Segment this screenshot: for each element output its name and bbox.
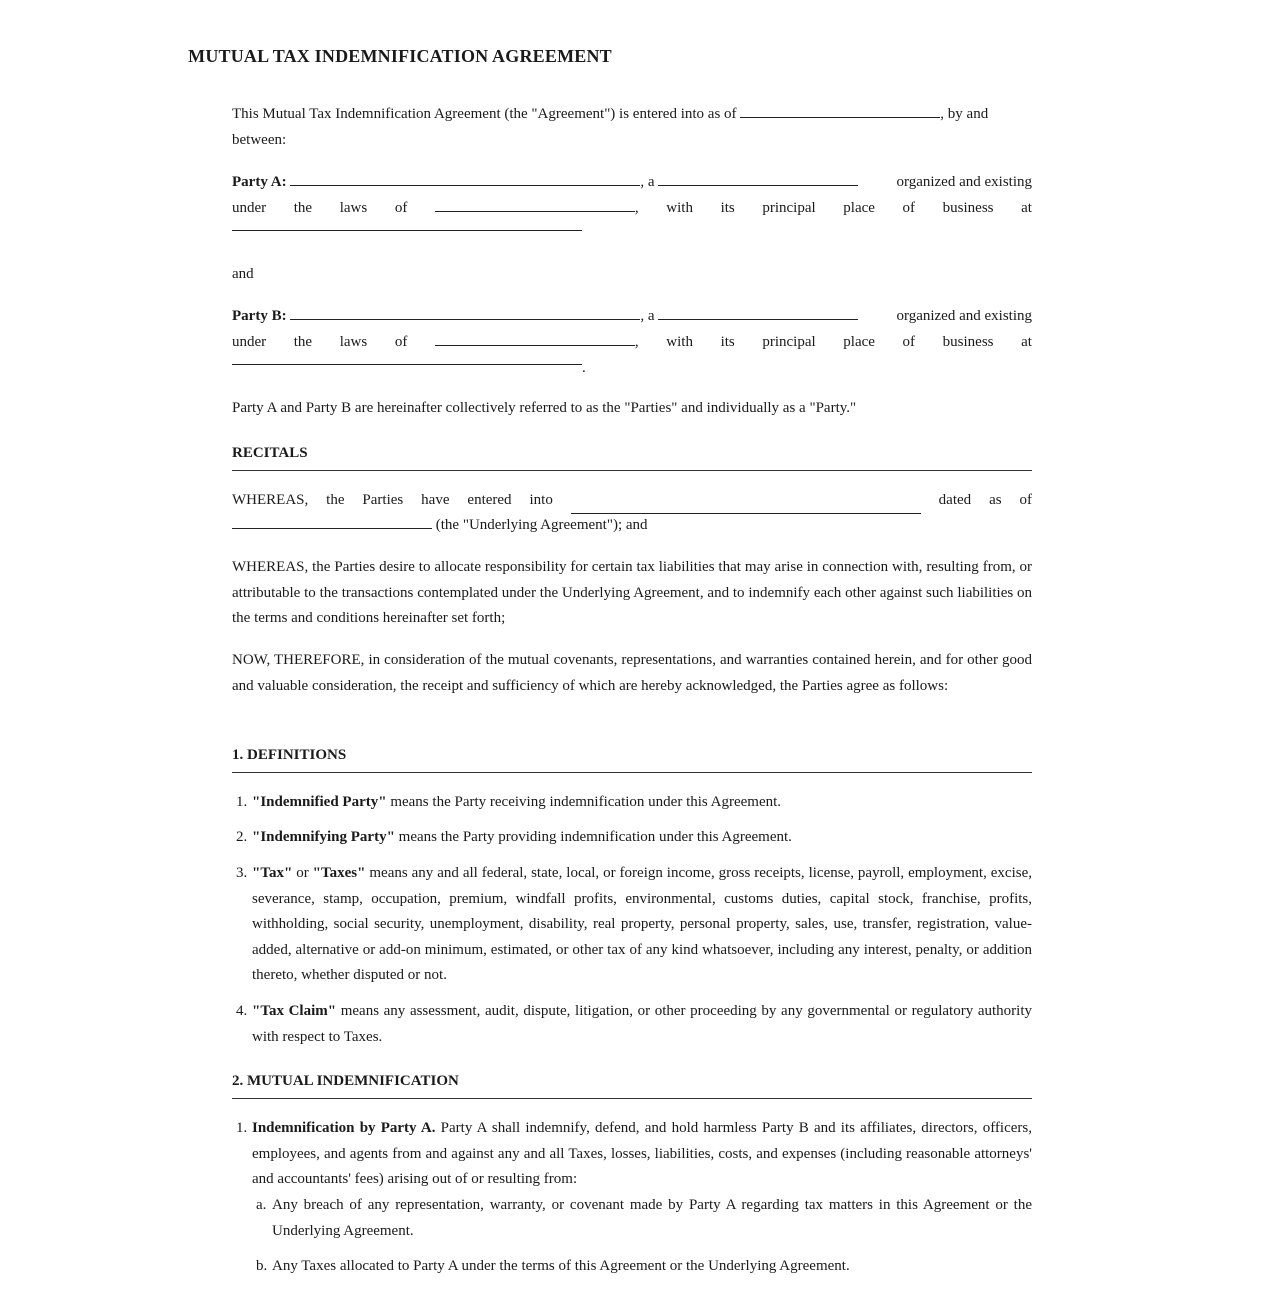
- word: as: [989, 492, 1002, 508]
- indemnification-heading: 2. MUTUAL INDEMNIFICATION: [232, 1073, 1032, 1099]
- list-letter: a.: [256, 1197, 267, 1213]
- underlying-agreement-blank[interactable]: [571, 499, 921, 514]
- word: dated: [938, 492, 972, 508]
- defined-term: "Tax Claim": [252, 1003, 337, 1019]
- definition-text: means any and all federal, state, local, or foreign income, gross receipts, license, payroll, employment, excise, severance, stamp, occupation, premium, windfall profits, environmental, customs duties, capital stock, franchise, profits, withholding, social security, unemployment, disability, real property, personal property, sales, use, transfer, registration, value-added, alternative or add-on minimum, estimated, or other tax of any kind whatsoever, including any interest, penalty, or addition thereto, whether disputed or not.: [252, 865, 1032, 983]
- party-b-comma-a: , a: [640, 308, 655, 324]
- parties-paragraph: Party A and Party B are hereinafter collectively referred to as the "Parties" and individually as a "Party.": [232, 400, 857, 416]
- intro-after: , by and: [940, 106, 989, 122]
- list-letter: b.: [256, 1258, 268, 1274]
- now-therefore-paragraph: NOW, THEREFORE, in consideration of the mutual covenants, representations, and warranties contained herein, and for other good and valuable consideration, the receipt and sufficiency of which are hereby acknowledged, the Parties agree as follows:: [232, 652, 1032, 694]
- party-b-line1: [232, 304, 1032, 330]
- word: under: [232, 200, 267, 216]
- word: the: [293, 200, 313, 216]
- party-b-line2: [232, 330, 1032, 356]
- word: at: [1021, 334, 1032, 350]
- word: with: [666, 200, 693, 216]
- defined-term: "Taxes": [312, 865, 366, 881]
- word: place: [843, 334, 875, 350]
- date-blank[interactable]: [740, 103, 940, 118]
- list-number: 1.: [236, 794, 248, 810]
- list-number: 2.: [236, 829, 248, 845]
- party-b-label: Party B:: [232, 308, 287, 324]
- word: at: [1021, 200, 1032, 216]
- recitals-heading: RECITALS: [232, 445, 1032, 471]
- and-text: and: [232, 266, 254, 282]
- word: business: [942, 200, 994, 216]
- party-a-label: Party A:: [232, 174, 287, 190]
- word: laws: [339, 200, 368, 216]
- party-a-address-blank[interactable]: [232, 230, 582, 231]
- word: entered: [467, 492, 512, 508]
- party-b-period: .: [582, 360, 586, 376]
- whereas2-paragraph: WHEREAS, the Parties desire to allocate responsibility for certain tax liabilities that may arise in connection with, resulting from, or attributable to the transactions contemplated under the Underlying Agreement, and to indemnify each other against such liabilities on the terms and conditions hereinafter set forth;: [232, 559, 1032, 626]
- word: Parties: [362, 492, 404, 508]
- intro-text: This Mutual Tax Indemnification Agreement (the "Agreement") is entered into as of: [232, 106, 737, 122]
- word: ,: [634, 334, 639, 350]
- word: of: [1019, 492, 1032, 508]
- definition-text: means the Party receiving indemnification under this Agreement.: [386, 794, 782, 810]
- clause-title: Indemnification by Party A.: [252, 1120, 436, 1136]
- subclause-text: Any breach of any representation, warranty, or covenant made by Party A regarding tax matters in this Agreement or the Underlying Agreement.: [272, 1197, 1032, 1239]
- definition-text: means the Party providing indemnification under this Agreement.: [394, 829, 792, 845]
- word: with: [666, 334, 693, 350]
- list-number: 1.: [236, 1120, 248, 1136]
- definitions-heading: 1. DEFINITIONS: [232, 747, 1032, 773]
- party-b-jurisdiction-blank[interactable]: [435, 331, 635, 346]
- word: business: [942, 334, 994, 350]
- word: laws: [339, 334, 368, 350]
- word: into: [529, 492, 553, 508]
- party-a-line1: [232, 170, 1032, 196]
- defined-term: "Indemnified Party": [252, 794, 387, 810]
- defined-term: "Indemnifying Party": [252, 829, 395, 845]
- list-number: 4.: [236, 1003, 248, 1019]
- document-title: MUTUAL TAX INDEMNIFICATION AGREEMENT: [188, 46, 612, 66]
- underlying-date-blank[interactable]: [232, 514, 432, 529]
- party-b-address-blank[interactable]: [232, 364, 582, 365]
- party-a-organized: organized and existing: [896, 174, 1032, 190]
- whereas1-line2-text: (the "Underlying Agreement"); and: [435, 517, 648, 533]
- word: of: [394, 200, 408, 216]
- word: its: [720, 334, 735, 350]
- party-a-entity-blank[interactable]: [658, 171, 858, 186]
- subclause-text: Any Taxes allocated to Party A under the terms of this Agreement or the Underlying Agreement.: [272, 1258, 850, 1274]
- clause-text: Party A shall indemnify, defend, and hold harmless Party B and its affiliates, directors, officers, employees, and agents from and against any and all Taxes, losses, liabilities, costs, and expenses (including reasonable attorneys' and accountants' fees) arising out of or resulting from:: [252, 1120, 1032, 1187]
- word: place: [843, 200, 875, 216]
- word: the: [326, 492, 345, 508]
- whereas1-line1: [232, 488, 1032, 514]
- definition-connector: or: [292, 865, 313, 881]
- party-a-jurisdiction-blank[interactable]: [435, 197, 635, 212]
- party-b-name-blank[interactable]: [290, 305, 640, 320]
- word: principal: [762, 200, 816, 216]
- intro-paragraph: [232, 102, 1032, 128]
- word: ,: [634, 200, 639, 216]
- word: its: [720, 200, 735, 216]
- defined-term: "Tax": [252, 865, 293, 881]
- party-a-comma-a: , a: [640, 174, 655, 190]
- party-a-line2: [232, 196, 1032, 222]
- party-a-name-blank[interactable]: [290, 171, 640, 186]
- word: of: [394, 334, 408, 350]
- word: WHEREAS,: [232, 492, 309, 508]
- definition-text: means any assessment, audit, dispute, litigation, or other proceeding by any governmental or regulatory authority with respect to Taxes.: [252, 1003, 1032, 1045]
- whereas1-line2: [232, 513, 1032, 539]
- word: of: [902, 334, 916, 350]
- list-number: 3.: [236, 865, 248, 881]
- word: of: [902, 200, 916, 216]
- word: principal: [762, 334, 816, 350]
- intro-line2: between:: [232, 132, 287, 148]
- word: the: [293, 334, 313, 350]
- word: have: [421, 492, 450, 508]
- word: under: [232, 334, 267, 350]
- party-b-organized: organized and existing: [896, 308, 1032, 324]
- party-b-entity-blank[interactable]: [658, 305, 858, 320]
